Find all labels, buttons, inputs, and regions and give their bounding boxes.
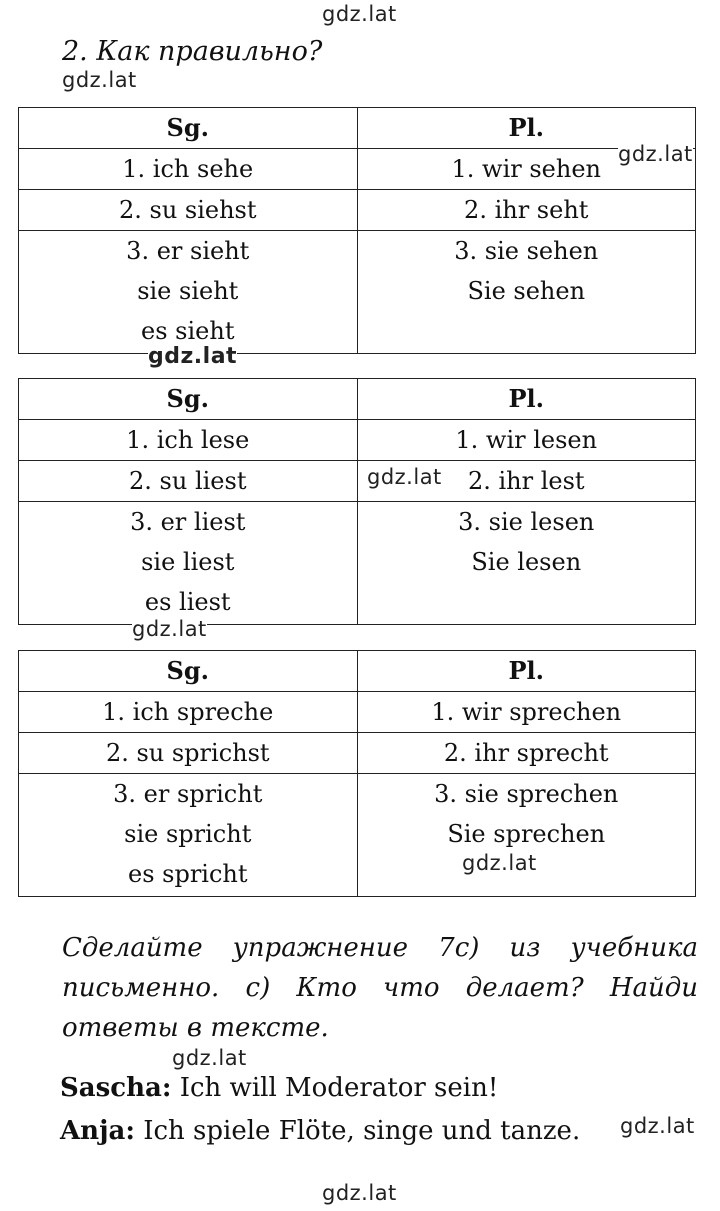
speaker-text: Ich will Moderator sein! [171, 1073, 499, 1103]
form-line: Sie sehen [467, 277, 586, 305]
watermark: gdz.lat [62, 68, 137, 92]
watermark: gdz.lat [322, 1181, 397, 1205]
cell-sg1: 1. ich spreche [19, 692, 358, 733]
cell-pl3 [357, 502, 696, 625]
watermark: gdz.lat [172, 1046, 247, 1070]
form-line: es sieht [141, 317, 235, 345]
form-line: es liest [144, 588, 231, 616]
header-singular: Sg. [19, 108, 358, 149]
form-line: sie spricht [124, 820, 252, 848]
dialog-line [60, 1116, 580, 1146]
conjugation-table-lesen [18, 378, 696, 625]
cell-sg2: 2. su siehst [19, 190, 358, 231]
cell-pl2: 2. ihr lest [357, 461, 696, 502]
speaker-text: Ich spiele Flöte, singe und tanze. [134, 1116, 581, 1146]
cell-sg1: 1. ich lese [19, 420, 358, 461]
cell-sg1: 1. ich sehe [19, 149, 358, 190]
form-line: 3. er spricht [113, 780, 263, 808]
dialog-line [60, 1073, 498, 1103]
cell-pl3 [357, 231, 696, 354]
watermark: gdz.lat [462, 851, 537, 875]
cell-sg3 [19, 231, 358, 354]
cell-pl2: 2. ihr sprecht [357, 733, 696, 774]
header-plural: Pl. [357, 651, 696, 692]
watermark: gdz.lat [132, 617, 207, 641]
header-plural: Pl. [357, 379, 696, 420]
speaker-name: Sascha: [60, 1073, 172, 1103]
watermark: gdz.lat [620, 1114, 695, 1138]
cell-sg3 [19, 774, 358, 897]
watermark: gdz.lat [148, 344, 238, 369]
cell-pl2: 2. ihr seht [357, 190, 696, 231]
watermark: gdz.lat [367, 465, 442, 489]
cell-sg3 [19, 502, 358, 625]
cell-sg2: 2. su sprichst [19, 733, 358, 774]
form-line: sie sieht [137, 277, 239, 305]
header-plural: Pl. [357, 108, 696, 149]
form-line: 3. sie sehen [454, 237, 599, 265]
cell-pl1: 1. wir sehen [357, 149, 696, 190]
form-line: 3. er sieht [126, 237, 250, 265]
header-singular: Sg. [19, 651, 358, 692]
conjugation-table-sprechen [18, 650, 696, 897]
header-singular: Sg. [19, 379, 358, 420]
cell-sg2: 2. su liest [19, 461, 358, 502]
speaker-name: Anja: [60, 1116, 135, 1146]
form-line: sie liest [141, 548, 235, 576]
task-instructions: Сделайте упражнение 7c) из учебника письменно. с) Кто что делает? Найди ответы в тексте. [62, 933, 698, 1043]
form-line: es spricht [127, 860, 248, 888]
cell-pl1: 1. wir sprechen [357, 692, 696, 733]
form-line: 3. er liest [130, 508, 246, 536]
watermark: gdz.lat [618, 142, 693, 166]
exercise-heading: 2. Как правильно? [62, 36, 323, 67]
conjugation-table-sehen [18, 107, 696, 354]
watermark: gdz.lat [322, 2, 397, 26]
cell-pl3 [357, 774, 696, 897]
cell-pl1: 1. wir lesen [357, 420, 696, 461]
form-line: 3. sie lesen [458, 508, 595, 536]
form-line: Sie lesen [471, 548, 582, 576]
form-line: Sie sprechen [447, 820, 606, 848]
form-line: 3. sie sprechen [434, 780, 619, 808]
